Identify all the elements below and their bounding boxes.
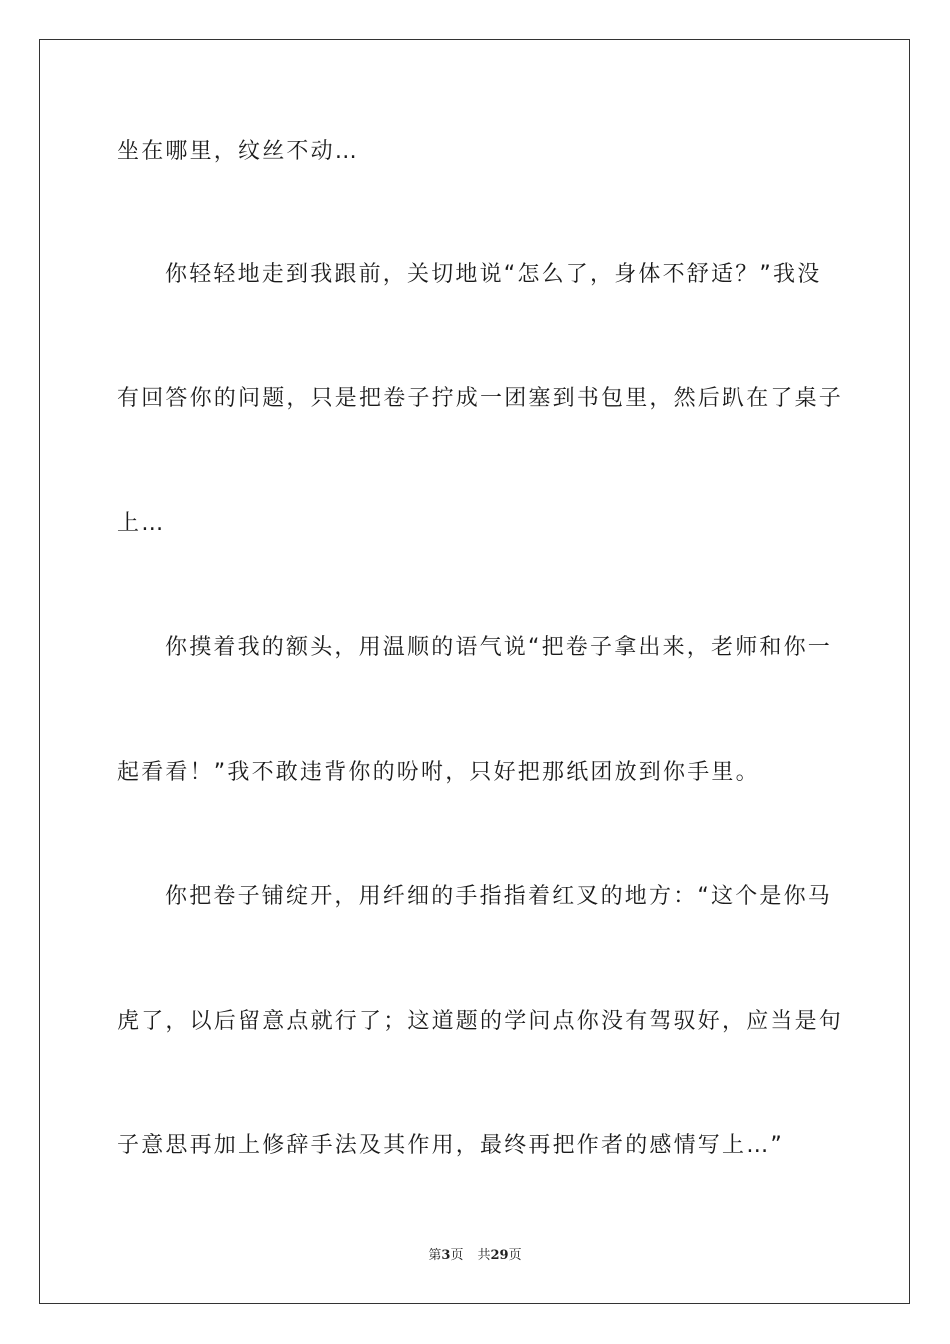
page-number: 3 — [441, 1248, 451, 1263]
total-label-suffix: 页 — [508, 1248, 522, 1263]
page-border — [39, 39, 910, 1304]
text-line: 坐在哪里，纹丝不动… — [117, 139, 360, 164]
page-label-suffix: 页 — [450, 1248, 464, 1263]
text-line: 子意思再加上修辞手法及其作用，最终再把作者的感情写上…” — [117, 1133, 784, 1158]
text-line: 你把卷子铺绽开，用纤细的手指指着红叉的地方：“这个是你马 — [165, 884, 832, 909]
text-line: 虎了，以后留意点就行了；这道题的学问点你没有驾驭好，应当是句 — [117, 1009, 844, 1034]
text-line: 有回答你的问题，只是把卷子拧成一团塞到书包里，然后趴在了桌子 — [117, 386, 844, 411]
text-line: 起看看！”我不敢违背你的吩咐，只好把那纸团放到你手里。 — [117, 760, 760, 785]
text-line: 你轻轻地走到我跟前，关切地说“怎么了，身体不舒适？”我没 — [165, 262, 822, 287]
text-line: 你摸着我的额头，用温顺的语气说“把卷子拿出来，老师和你一 — [165, 635, 832, 660]
text-line: 上… — [117, 511, 166, 536]
total-pages: 29 — [490, 1248, 509, 1263]
page-footer — [0, 1246, 950, 1266]
total-label-prefix: 共 — [477, 1248, 491, 1263]
page-label-prefix: 第 — [428, 1248, 442, 1263]
